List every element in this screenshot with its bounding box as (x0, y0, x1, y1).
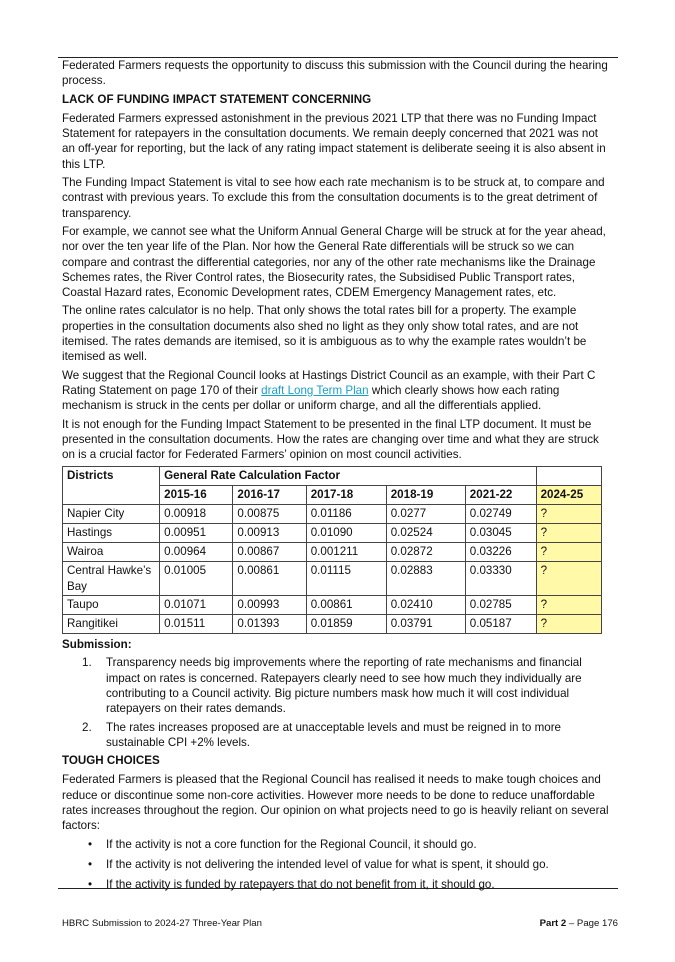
hastings-text-before: We suggest that the Regional Council looks at Hastings District Council as an example, with their Part C Rating Statement on page 170 of their (62, 368, 596, 397)
value-cell: 0.00964 (160, 543, 233, 562)
list-item-text: The rates increases proposed are at unacceptable levels and must be reigned in to more sustainable CPI +2% levels. (106, 720, 561, 749)
list-item (88, 837, 614, 852)
value-cell: 0.02785 (465, 596, 536, 615)
table-row (63, 615, 602, 634)
value-cell-unknown: ? (536, 596, 601, 615)
list-item-text: If the activity is not delivering the intended level of value for what is spent, it should go. (106, 857, 549, 871)
draft-long-term-plan-link[interactable]: draft Long Term Plan (261, 383, 369, 397)
list-number: 2. (82, 720, 92, 734)
table-row (63, 596, 602, 615)
list-item-text: If the activity is funded by ratepayers that do not benefit from it, it should go. (106, 878, 495, 892)
list-item (88, 877, 614, 892)
list-item-text: If the activity is not a core function for the Regional Council, it should go. (106, 837, 477, 851)
year-header: 2018-19 (386, 486, 465, 505)
value-cell: 0.00918 (160, 505, 233, 524)
value-cell: 0.01071 (160, 596, 233, 615)
district-cell: Central Hawke’s Bay (63, 562, 160, 596)
year-header: 2021-22 (465, 486, 536, 505)
value-cell: 0.01090 (306, 524, 386, 543)
year-header: 2017-18 (306, 486, 386, 505)
table-header-row (63, 467, 602, 486)
paragraph-not-enough: It is not enough for the Funding Impact Statement to be presented in the final LTP document. It must be presented in the consultation documents. How the rates are changing over time and what they are struck on is a crucial factor for Federated Farmers’ opinion on most council activities. (62, 417, 599, 462)
value-cell: 0.00867 (233, 543, 306, 562)
paragraph-hastings (62, 368, 614, 414)
value-cell: 0.00861 (306, 596, 386, 615)
value-cell: 0.03045 (465, 524, 536, 543)
value-cell: 0.01115 (306, 562, 386, 596)
year-header: 2016-17 (233, 486, 306, 505)
list-item-text: Transparency needs big improvements where the reporting of rate mechanisms and financial impact on rates is concerned. Ratepayers clearly need to see how much they individually are contributing to a Council activity. Big picture numbers mask how much it will cost individual ratepayers on their rates demands. (106, 656, 582, 716)
table-row (63, 562, 602, 596)
value-cell-unknown: ? (536, 543, 601, 562)
list-item (88, 857, 614, 872)
value-cell-unknown: ? (536, 505, 601, 524)
section-heading-funding-impact: LACK OF FUNDING IMPACT STATEMENT CONCERNING (62, 92, 372, 106)
paragraph-vital: The Funding Impact Statement is vital to see how each rate mechanism is to be struck at, to compare and contrast with previous years. To exclude this from the consultation documents is to the great detriment of transparency. (62, 176, 605, 220)
value-cell: 0.01393 (233, 615, 306, 634)
district-cell: Wairoa (63, 543, 160, 562)
value-cell-unknown: ? (536, 615, 601, 634)
empty-header-cell (536, 467, 601, 486)
value-cell: 0.01005 (160, 562, 233, 596)
value-cell-unknown: ? (536, 562, 601, 596)
district-cell: Rangitikei (63, 615, 160, 634)
submission-list (62, 655, 614, 750)
bullet-icon: • (88, 857, 93, 871)
factors-list (62, 837, 614, 893)
district-cell: Napier City (63, 505, 160, 524)
value-cell: 0.02883 (386, 562, 465, 596)
section-heading-tough-choices: TOUGH CHOICES (62, 754, 160, 768)
value-cell: 0.01859 (306, 615, 386, 634)
value-cell: 0.01186 (306, 505, 386, 524)
list-number: 1. (82, 656, 92, 670)
hastings-text-after: which clearly shows how each rating mechanism is struck in the cents per dollar or uniform charge, and all the differentials applied. (62, 383, 560, 413)
bullet-icon: • (88, 837, 93, 851)
year-header: 2015-16 (160, 486, 233, 505)
value-cell: 0.00951 (160, 524, 233, 543)
list-item (82, 720, 614, 751)
value-cell: 0.00875 (233, 505, 306, 524)
district-cell: Hastings (63, 524, 160, 543)
value-cell: 0.02410 (386, 596, 465, 615)
value-cell: 0.05187 (465, 615, 536, 634)
value-cell-unknown: ? (536, 524, 601, 543)
value-cell: 0.001211 (306, 543, 386, 562)
value-cell: 0.02749 (465, 505, 536, 524)
paragraph-tough-choices: Federated Farmers is pleased that the Regional Council has realised it needs to make tough choices and reduce or discontinue some non-core activities. However more needs to be done to reduce unaffordable rates increases throughout the region. Our opinion on what projects need to go is heavily reliant on several factors: (62, 773, 609, 833)
value-cell: 0.02524 (386, 524, 465, 543)
value-cell: 0.00993 (233, 596, 306, 615)
table-row (63, 524, 602, 543)
value-cell: 0.01511 (160, 615, 233, 634)
list-item (82, 655, 614, 716)
value-cell: 0.00913 (233, 524, 306, 543)
value-cell: 0.02872 (386, 543, 465, 562)
rate-factor-table (62, 466, 602, 634)
district-cell: Taupo (63, 596, 160, 615)
document-body (62, 58, 614, 897)
value-cell: 0.03226 (465, 543, 536, 562)
submission-heading: Submission: (62, 638, 132, 652)
footer-page: – Page 176 (566, 918, 618, 929)
paragraph-hearing: Federated Farmers requests the opportunity to discuss this submission with the Council during the hearing process. (62, 59, 608, 88)
table-row (63, 505, 602, 524)
value-cell: 0.0277 (386, 505, 465, 524)
year-header-highlighted: 2024-25 (536, 486, 601, 505)
paragraph-example: For example, we cannot see what the Uniform Annual General Charge will be struck at for the year ahead, nor over the ten year life of the Plan. Nor how the General Rate differentials will be struck so we can compare and contrast the differential categories, nor any of the other rate mechanisms like the Drainage Schemes rates, the River Control rates, the Biosecurity rates, the Subsidised Public Transport rates, Coastal Hazard rates, Economic Development rates, CDEM Emergency Management rates, etc. (62, 224, 606, 300)
footer-part: Part 2 (539, 918, 567, 929)
value-cell: 0.03791 (386, 615, 465, 634)
rate-factor-group-header: General Rate Calculation Factor (160, 467, 536, 486)
paragraph-rates-calculator: The online rates calculator is no help. That only shows the total rates bill for a property. The example properties in the consultation documents also shed no light as they only show total rates, and are not itemised. The rates demands are itemised, so it is ambiguous as to why the example rates wouldn’t be itemised as well. (62, 304, 587, 364)
bottom-rule (58, 888, 618, 889)
table-row (63, 543, 602, 562)
bullet-icon: • (88, 878, 93, 892)
footer-page-number (540, 918, 618, 929)
value-cell: 0.00861 (233, 562, 306, 596)
value-cell: 0.03330 (465, 562, 536, 596)
footer-document-title: HBRC Submission to 2024-27 Three-Year Plan (62, 918, 262, 929)
districts-header: Districts (63, 467, 160, 505)
paragraph-astonishment: Federated Farmers expressed astonishment in the previous 2021 LTP that there was no Funding Impact Statement for ratepayers in the consultation documents. We remain deeply concerned that 2021 was not an off-year for reporting, but the lack of any rating impact statement is deliberate seeing it is also absent in this LTP. (62, 111, 606, 171)
